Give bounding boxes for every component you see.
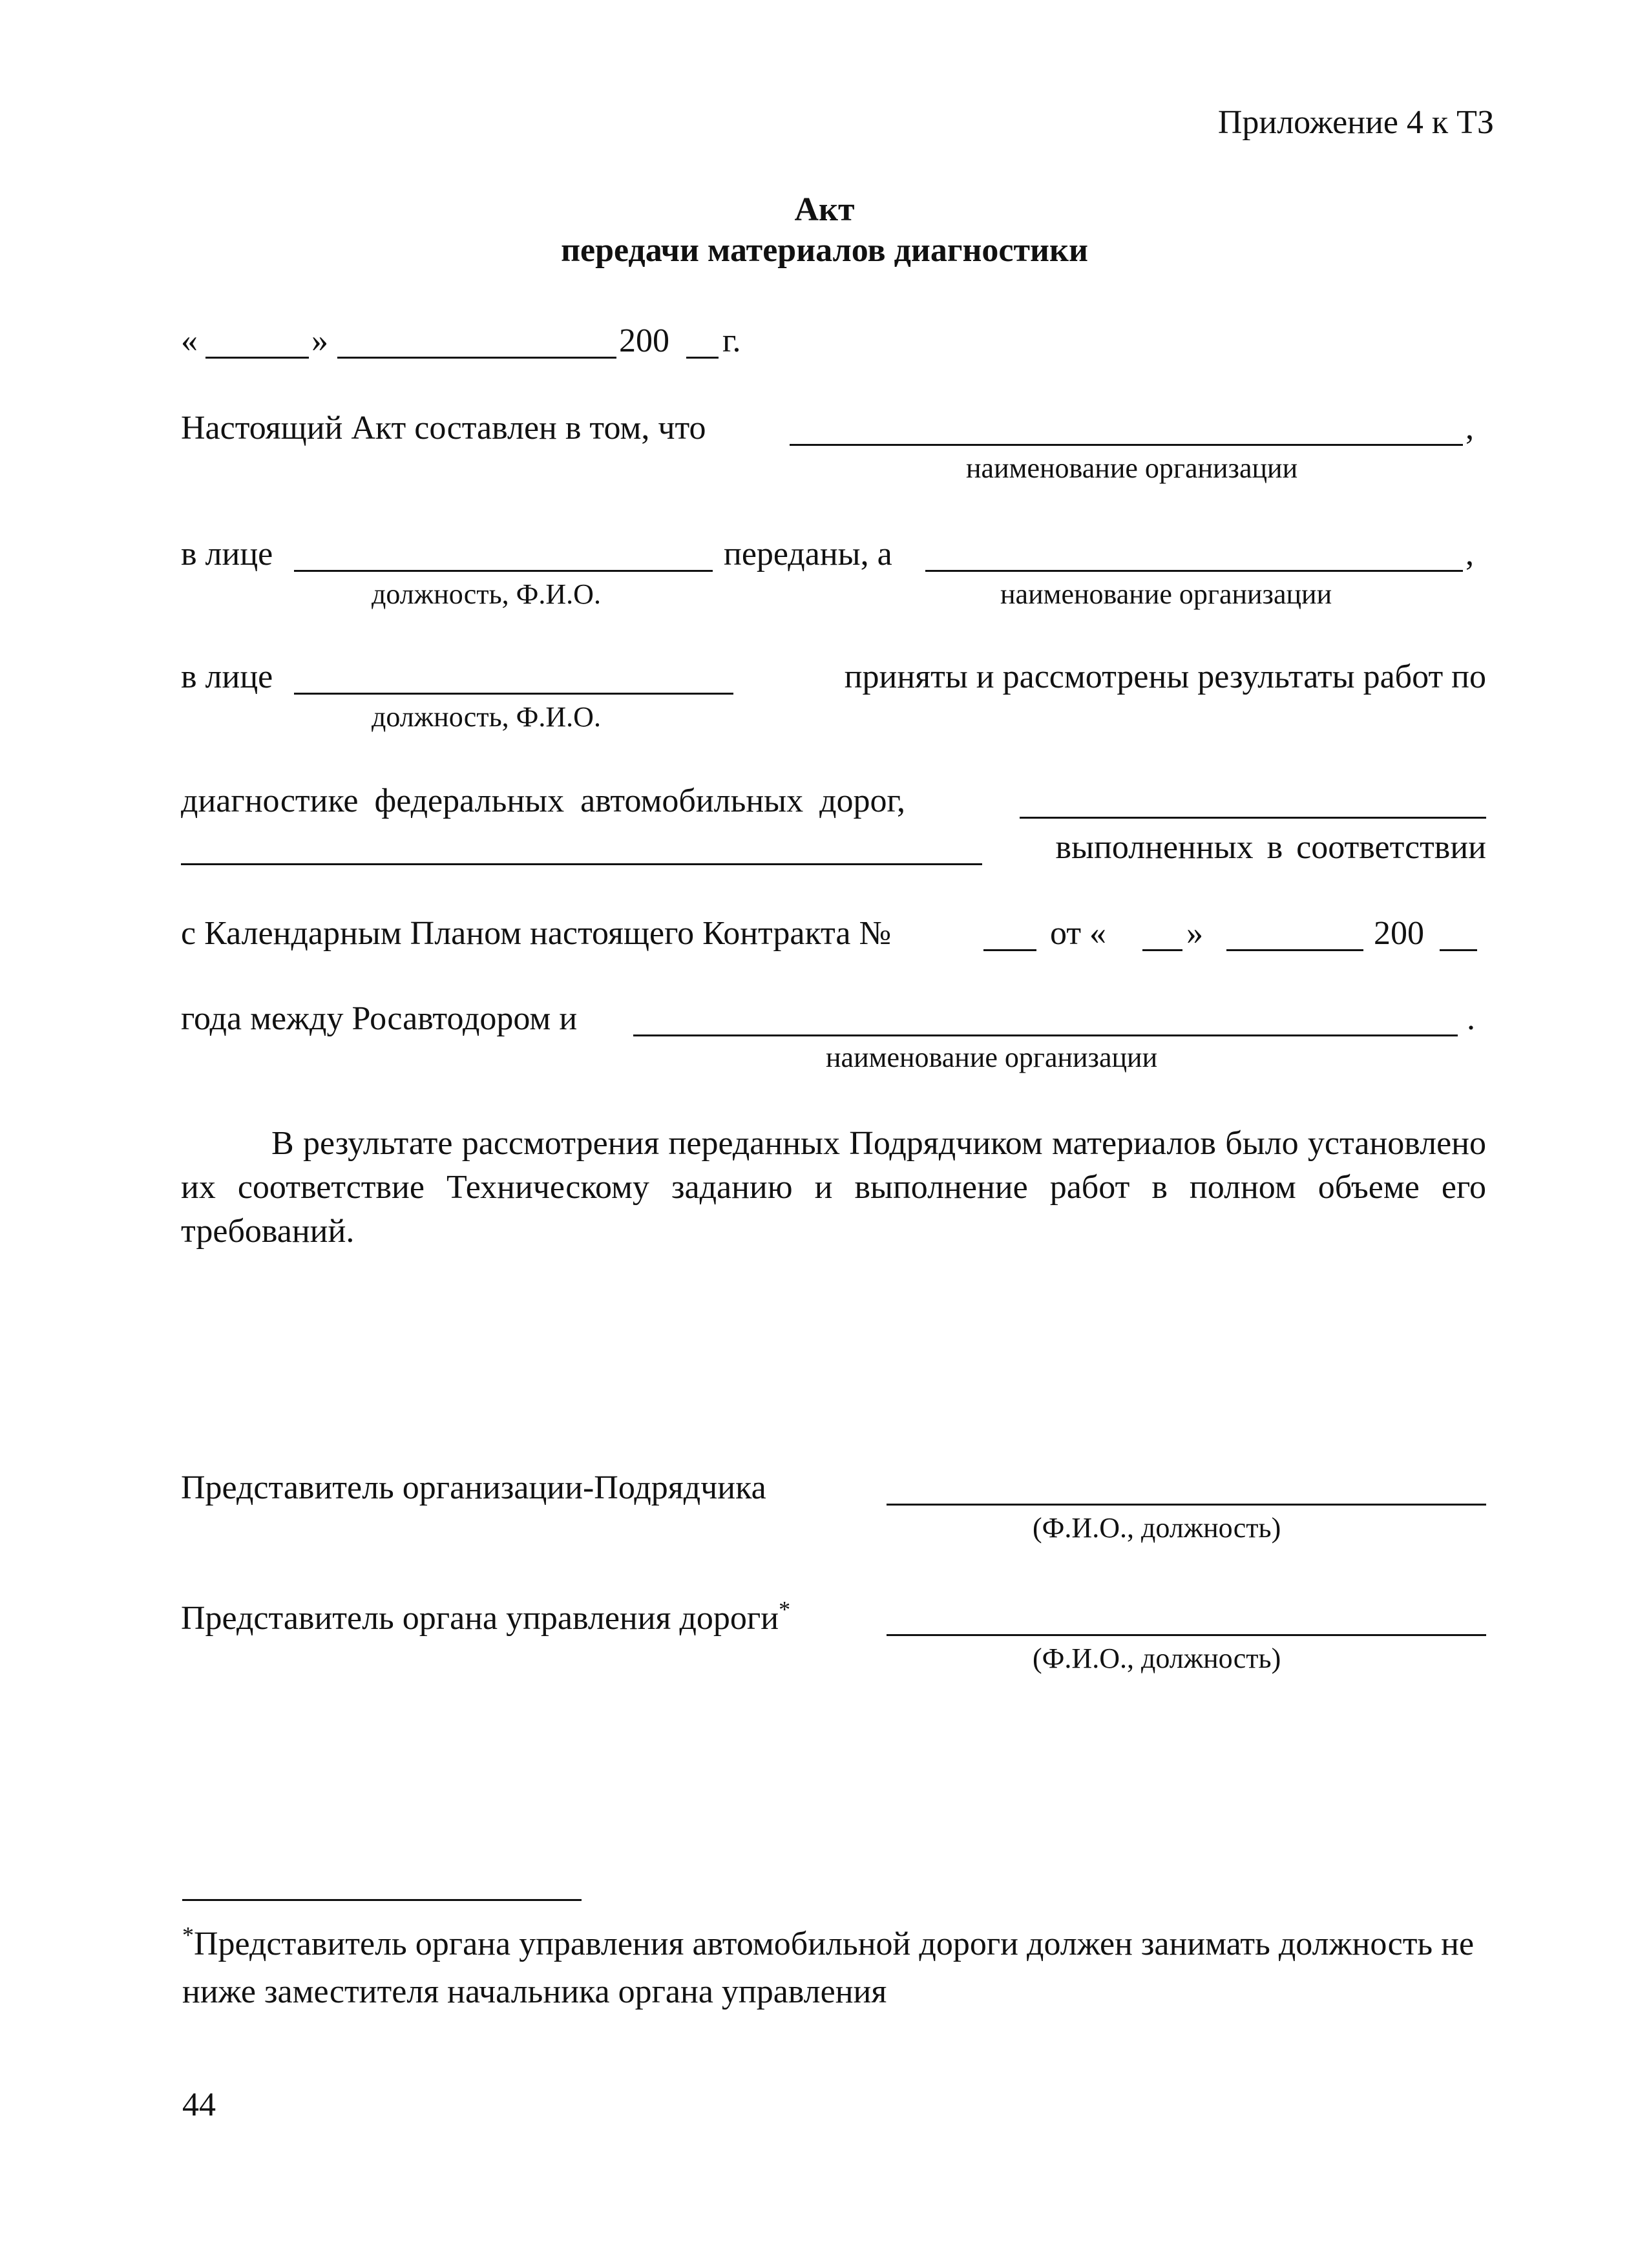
contract-year-prefix: 200	[1374, 915, 1424, 952]
page-number: 44	[182, 2086, 216, 2123]
contract-close-quote: »	[1186, 915, 1203, 952]
footnote-separator	[182, 1899, 582, 1901]
year-blank	[686, 357, 719, 359]
in-person-text-2: в лице	[181, 658, 273, 695]
contractor-signature-blank	[887, 1504, 1486, 1506]
period: .	[1467, 1000, 1475, 1037]
position-name-blank-1	[294, 570, 713, 572]
in-person-text-1: в лице	[181, 536, 273, 572]
organization-blank-1	[790, 444, 1463, 446]
caption-organization-3: наименование организации	[826, 1042, 1158, 1073]
year-prefix: 200	[619, 322, 669, 359]
caption-organization-1: наименование организации	[966, 452, 1298, 484]
year-suffix: г.	[722, 322, 741, 359]
road-authority-signature-blank	[887, 1634, 1486, 1636]
footnote: *Представитель органа управления автомобильной дороги должен занимать должность не ниже заместителя начальника органа управления	[182, 1922, 1475, 2010]
contract-month-blank	[1226, 949, 1363, 951]
position-name-blank-2	[294, 693, 733, 695]
document-subtitle: передачи материалов диагностики	[561, 232, 1088, 269]
roads-blank-1	[1020, 817, 1486, 819]
calendar-plan-text: с Календарным Планом настоящего Контракта №	[181, 915, 892, 952]
contractor-representative-label: Представитель организации-Подрядчика	[181, 1469, 766, 1506]
transferred-text: переданы, а	[724, 536, 892, 572]
date-open-quote: «	[181, 322, 198, 359]
caption-road-authority-name-position: (Ф.И.О., должность)	[1033, 1643, 1281, 1674]
accepted-text: приняты и рассмотрены результаты работ по	[844, 658, 1486, 695]
contract-number-blank	[983, 949, 1036, 951]
month-blank	[337, 357, 616, 359]
document-title: Акт	[794, 191, 855, 228]
organization-blank-2	[925, 570, 1463, 572]
caption-organization-2: наименование организации	[1000, 578, 1332, 610]
caption-position-name-2: должность, Ф.И.О.	[372, 701, 601, 733]
contract-day-blank	[1142, 949, 1182, 951]
caption-contractor-name-position: (Ф.И.О., должность)	[1033, 1512, 1281, 1544]
organization-blank-3	[633, 1034, 1458, 1036]
road-authority-representative-label: Представитель органа управления дороги*	[181, 1596, 791, 1637]
comma-1: ,	[1465, 410, 1474, 446]
date-close-quote: »	[311, 322, 328, 359]
between-text: года между Росавтодором и	[181, 1000, 578, 1037]
contract-year-blank	[1440, 949, 1477, 951]
appendix-label: Приложение 4 к ТЗ	[1217, 104, 1494, 141]
roads-blank-2	[181, 863, 982, 865]
act-intro-text: Настоящий Акт составлен в том, что	[181, 410, 706, 446]
completed-text: выполненных в соответствии	[1055, 829, 1486, 866]
contract-from-text: от «	[1050, 915, 1107, 952]
comma-2: ,	[1465, 536, 1474, 572]
day-blank	[205, 357, 309, 359]
caption-position-name-1: должность, Ф.И.О.	[372, 578, 601, 610]
diagnostics-text: диагностике федеральных автомобильных дорог,	[181, 782, 906, 819]
result-paragraph: В результате рассмотрения переданных Подрядчиком материалов было установлено их соответствие Техническому заданию и выполнение работ в полном объеме его требований.	[181, 1125, 1486, 1250]
